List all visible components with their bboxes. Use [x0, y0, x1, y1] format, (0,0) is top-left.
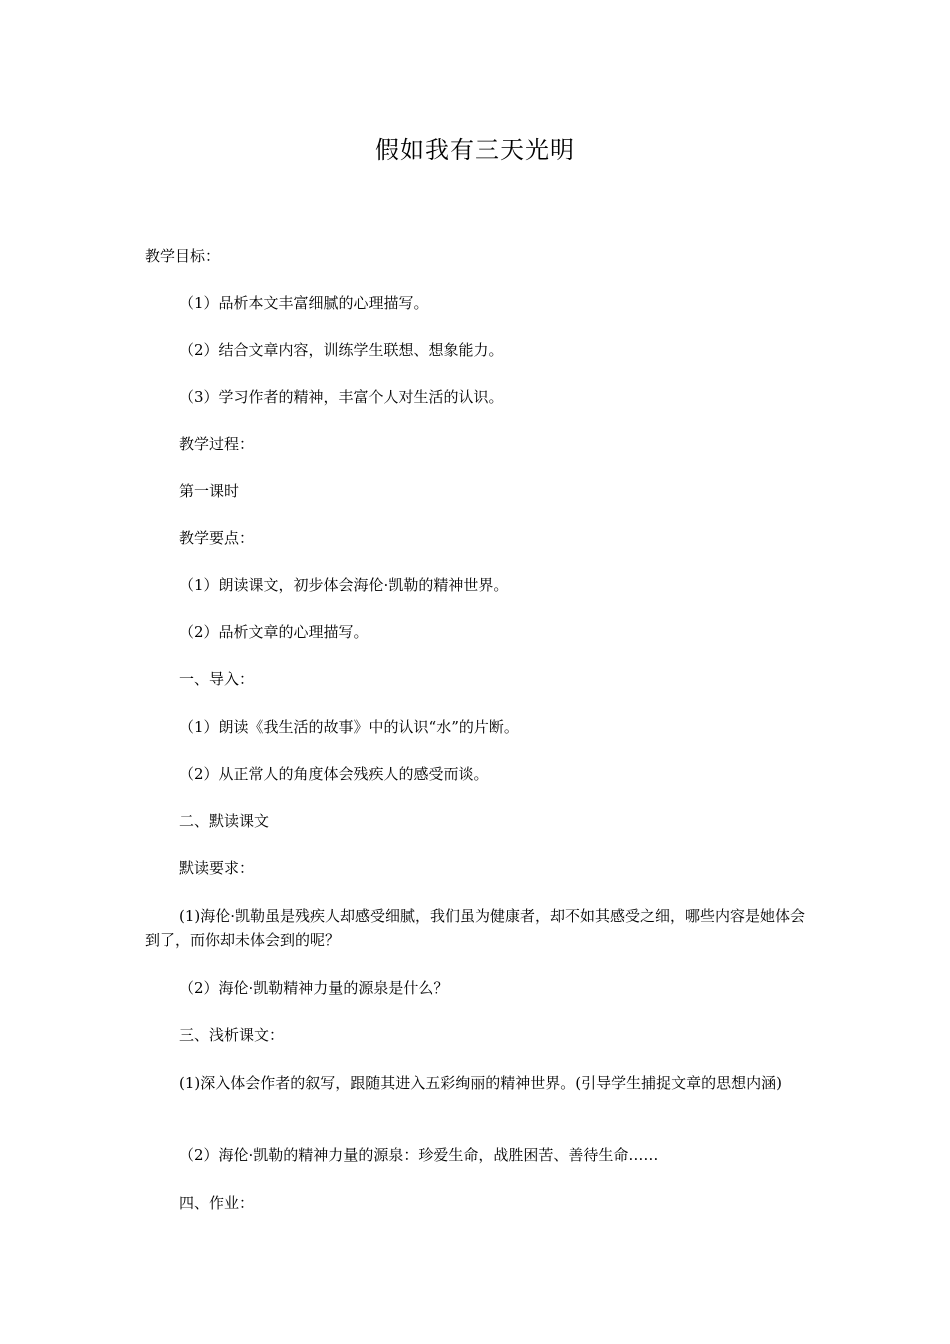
objective-item-2: （2）结合文章内容，训练学生联想、想象能力。: [179, 341, 504, 359]
key-point-item-2: （2）品析文章的心理描写。: [179, 623, 369, 641]
section-heading-objectives: 教学目标：: [145, 247, 221, 265]
lesson-label: 第一课时: [179, 482, 240, 500]
silent-reading-item-1: (1)海伦·凯勒虽是残疾人却感受细腻，我们虽为健康者，却不如其感受之细，哪些内容是她体会到了，而你却未体会到的呢？: [145, 907, 806, 949]
silent-reading-requirements-label: 默读要求：: [179, 859, 255, 877]
objective-item-3: （3）学习作者的精神，丰富个人对生活的认识。: [179, 388, 504, 406]
section-heading-process: 教学过程：: [179, 435, 255, 453]
intro-item-2: （2）从正常人的角度体会残疾人的感受而谈。: [179, 765, 489, 783]
section-heading-key-points: 教学要点：: [179, 529, 255, 547]
intro-item-1: （1）朗读《我生活的故事》中的认识“水”的片断。: [179, 718, 519, 736]
section-heading-analysis: 三、浅析课文：: [179, 1026, 285, 1044]
silent-reading-item-2: （2）海伦·凯勒精神力量的源泉是什么？: [179, 979, 449, 997]
section-heading-silent-reading: 二、默读课文: [179, 812, 270, 830]
analysis-item-2: （2）海伦·凯勒的精神力量的源泉：珍爱生命，战胜困苦、善待生命……: [179, 1146, 659, 1164]
document-title: 假如我有三天光明: [375, 136, 575, 164]
objective-item-1: （1）品析本文丰富细腻的心理描写。: [179, 294, 429, 312]
section-heading-homework: 四、作业：: [179, 1194, 255, 1212]
analysis-item-1: (1)深入体会作者的叙写，跟随其进入五彩绚丽的精神世界。(引导学生捕捉文章的思想内涵): [179, 1074, 782, 1092]
key-point-item-1: （1）朗读课文，初步体会海伦·凯勒的精神世界。: [179, 576, 509, 594]
section-heading-intro: 一、导入：: [179, 670, 255, 688]
